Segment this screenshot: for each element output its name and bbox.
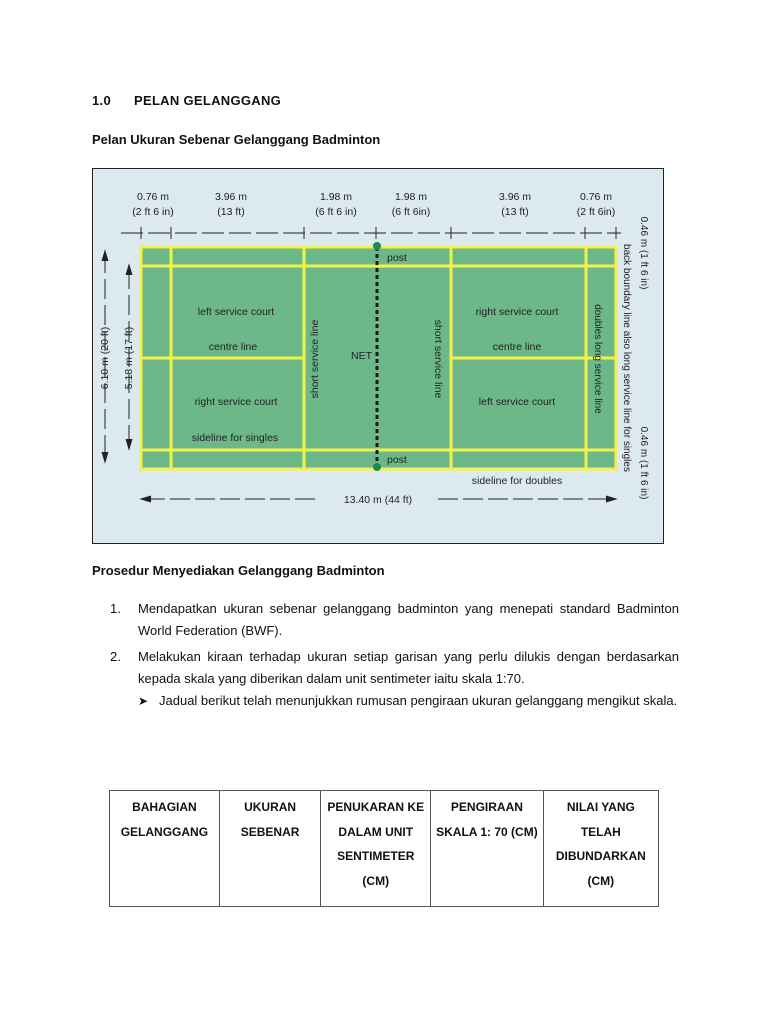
dim-top-2-ft: (13 ft) bbox=[217, 206, 245, 218]
procedure-list bbox=[110, 598, 679, 712]
total-length-label: 13.40 m (44 ft) bbox=[343, 494, 413, 506]
sideline-doubles-label: sideline for doubles bbox=[471, 475, 563, 487]
centre-line-right-label: centre line bbox=[492, 341, 542, 353]
section-title: PELAN GELANGGANG bbox=[134, 93, 282, 108]
dim-left-outer: 6.10 m (20 ft) bbox=[99, 326, 111, 390]
list-item bbox=[110, 646, 679, 690]
doubles-long-service-label: doubles long service line bbox=[592, 304, 603, 414]
dim-top-1-m: 0.76 m bbox=[136, 191, 170, 203]
court-diagram bbox=[92, 168, 664, 544]
dim-right-top: 0.46 m (1 ft 6 in) bbox=[638, 216, 649, 290]
header-nilai: NILAI YANG TELAH DIBUNDARKAN (CM) bbox=[543, 791, 658, 907]
dim-top-6-ft: (2 ft 6in) bbox=[576, 206, 616, 218]
post-top-label: post bbox=[387, 252, 407, 264]
centre-line-left-label: centre line bbox=[208, 341, 258, 353]
header-bahagian: BAHAGIAN GELANGGANG bbox=[110, 791, 220, 907]
dim-top-2-m: 3.96 m bbox=[214, 191, 248, 203]
section-heading bbox=[92, 93, 281, 108]
sideline-singles-label: sideline for singles bbox=[191, 432, 279, 444]
short-service-line-right-label: short service line bbox=[432, 319, 444, 399]
dim-top-4-m: 1.98 m bbox=[394, 191, 428, 203]
scale-table bbox=[109, 790, 659, 907]
post-top-marker bbox=[373, 242, 381, 250]
bullet-item bbox=[138, 690, 679, 712]
list-number: 2. bbox=[110, 649, 121, 664]
short-service-line-left-label: short service line bbox=[309, 319, 321, 399]
dim-right-bottom: 0.46 m (1 ft 6 in) bbox=[638, 426, 649, 500]
header-penukaran: PENUKARAN KE DALAM UNIT SENTIMETER (CM) bbox=[321, 791, 431, 907]
right-service-court-right-label: right service court bbox=[475, 306, 559, 318]
header-ukuran: UKURAN SEBENAR bbox=[219, 791, 321, 907]
list-text: Mendapatkan ukuran sebenar gelanggang badminton yang menepati standard Badminton World Federation (BWF). bbox=[138, 601, 679, 638]
section-number: 1.0 bbox=[92, 93, 111, 108]
post-bottom-marker bbox=[373, 463, 381, 471]
table-header-row bbox=[110, 791, 659, 907]
dim-top-4-ft: (6 ft 6in) bbox=[391, 206, 431, 218]
dim-top-3-ft: (6 ft 6 in) bbox=[315, 206, 357, 218]
dim-top-5-ft: (13 ft) bbox=[501, 206, 529, 218]
dim-top-5-m: 3.96 m bbox=[498, 191, 532, 203]
bullet-text: Jadual berikut telah menunjukkan rumusan pengiraan ukuran gelanggang mengikut skala. bbox=[159, 693, 678, 708]
left-service-court-right-label: left service court bbox=[478, 396, 556, 408]
dim-top-6-m: 0.76 m bbox=[579, 191, 613, 203]
left-service-court-label: left service court bbox=[197, 306, 275, 318]
list-text: Melakukan kiraan terhadap ukuran setiap garisan yang perlu dilukis dengan berdasarkan kepada skala yang diberikan dalam unit sentimeter iaitu skala 1:70. bbox=[138, 649, 679, 686]
procedure-title: Prosedur Menyediakan Gelanggang Badminton bbox=[92, 563, 385, 578]
header-pengiraan: PENGIRAAN SKALA 1: 70 (CM) bbox=[431, 791, 544, 907]
dim-top-3-m: 1.98 m bbox=[319, 191, 353, 203]
back-boundary-label: back boundary line also long service line for singles bbox=[621, 244, 632, 472]
dim-top-1-ft: (2 ft 6 in) bbox=[132, 206, 174, 218]
figure-title: Pelan Ukuran Sebenar Gelanggang Badminton bbox=[92, 132, 381, 147]
right-service-court-left-label: right service court bbox=[194, 396, 278, 408]
list-item bbox=[110, 598, 679, 642]
list-number: 1. bbox=[110, 601, 121, 616]
net-label: NET bbox=[351, 350, 372, 362]
post-bottom-label: post bbox=[387, 454, 407, 466]
arrow-bullet-icon: ➤ bbox=[138, 694, 149, 708]
dim-left-inner: 5.18 m (17 ft) bbox=[123, 326, 135, 390]
